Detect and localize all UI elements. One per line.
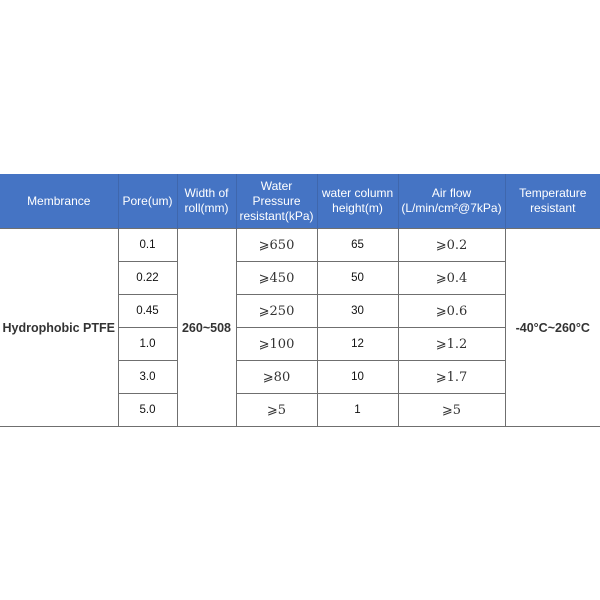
temperature-cell: -40°C~260°C [505,229,600,427]
air-flow-cell: ⩾1.7 [398,361,505,394]
temperature-header: Temperature resistant [505,174,600,229]
air-flow-cell: ⩾0.6 [398,295,505,328]
water-pressure-cell: ⩾5 [236,394,317,427]
ptfe-spec-table [0,174,600,427]
water-pressure-cell: ⩾80 [236,361,317,394]
water-pressure-cell: ⩾100 [236,328,317,361]
water-column-cell: 30 [317,295,398,328]
pore-cell: 0.45 [118,295,177,328]
pore-cell: 1.0 [118,328,177,361]
air-flow-cell: ⩾5 [398,394,505,427]
water-column-cell: 1 [317,394,398,427]
water-pressure-cell: ⩾650 [236,229,317,262]
water-column-header: water column height(m) [317,174,398,229]
air-flow-cell: ⩾1.2 [398,328,505,361]
table-row [0,229,600,262]
width-roll-header: Width of roll(mm) [177,174,236,229]
header-row [0,174,600,229]
water-column-cell: 10 [317,361,398,394]
width-roll-cell: 260~508 [177,229,236,427]
air-flow-cell: ⩾0.4 [398,262,505,295]
water-column-cell: 12 [317,328,398,361]
pore-header: Pore(um) [118,174,177,229]
water-pressure-cell: ⩾250 [236,295,317,328]
water-column-cell: 50 [317,262,398,295]
water-pressure-cell: ⩾450 [236,262,317,295]
pore-cell: 0.1 [118,229,177,262]
pore-cell: 5.0 [118,394,177,427]
water-column-cell: 65 [317,229,398,262]
pore-cell: 0.22 [118,262,177,295]
water-pressure-header: Water Pressure resistant(kPa) [236,174,317,229]
pore-cell: 3.0 [118,361,177,394]
air-flow-cell: ⩾0.2 [398,229,505,262]
membrance-cell: Hydrophobic PTFE [0,229,118,427]
membrance-header: Membrance [0,174,118,229]
air-flow-header: Air flow (L/min/cm²@7kPa) [398,174,505,229]
